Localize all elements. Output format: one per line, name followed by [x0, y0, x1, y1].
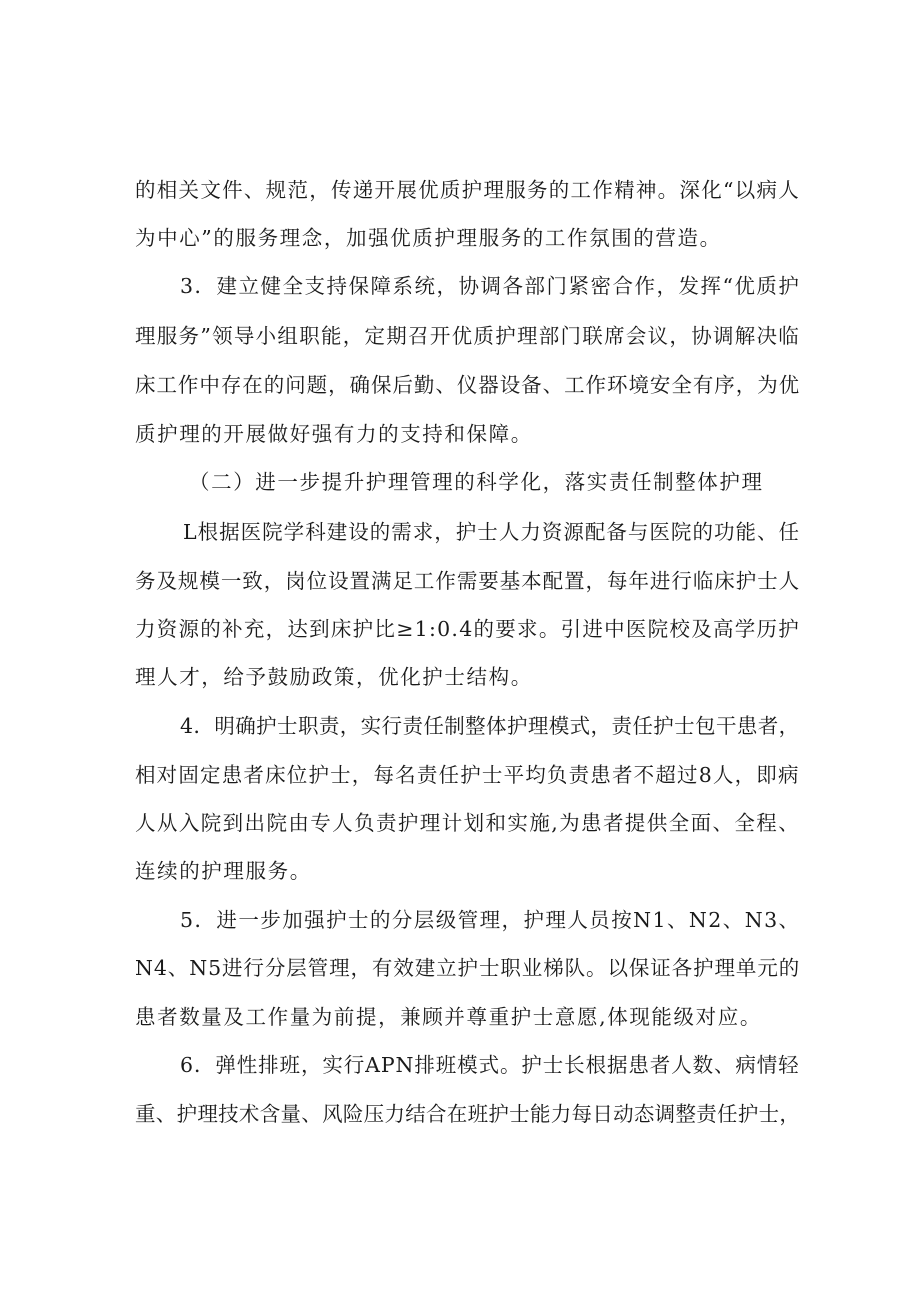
text-line: 力资源的补充，达到床护比≥1:0.4的要求。引进中医院校及高学历护	[135, 617, 801, 641]
text-line: 相对固定患者床位护士，每名责任护士平均负责患者不超过8人，即病	[135, 763, 800, 787]
text-line: 务及规模一致，岗位设置满足工作需要基本配置，每年进行临床护士人	[135, 569, 801, 593]
text-line: N4、N5进行分层管理，有效建立护士职业梯队。以保证各护理单元的	[135, 956, 801, 980]
text-line: 患者数量及工作量为前提，兼顾并尊重护士意愿,体现能级对应。	[135, 1005, 762, 1029]
text-line: 3．建立健全支持保障系统，协调各部门紧密合作，发挥“优质护	[180, 274, 801, 298]
text-line: 床工作中存在的问题，确保后勤、仪器设备、工作环境安全有序，为优	[135, 373, 801, 397]
section-heading: （二）进一步提升护理管理的科学化，落实责任制整体护理	[189, 470, 764, 494]
text-line: 人从入院到出院由专人负责护理计划和实施,为患者提供全面、全程、	[135, 811, 801, 835]
text-line: 4．明确护士职责，实行责任制整体护理模式，责任护士包干患者，	[180, 714, 800, 738]
text-line: 连续的护理服务。	[135, 859, 312, 883]
text-line: 6．弹性排班，实行APN排班模式。护士长根据患者人数、病情轻	[180, 1053, 800, 1077]
text-line: 质护理的开展做好强有力的支持和保障。	[135, 422, 533, 446]
text-line: 5．进一步加强护士的分层级管理，护理人员按N1、N2、N3、	[180, 908, 801, 932]
text-line: 理服务”领导小组职能，定期召开优质护理部门联席会议，协调解决临	[135, 324, 801, 348]
text-line: 理人才，给予鼓励政策，优化护士结构。	[135, 665, 533, 689]
text-line: 为中心”的服务理念，加强优质护理服务的工作氛围的营造。	[135, 226, 722, 250]
text-line: 重、护理技术含量、风险压力结合在班护士能力每日动态调整责任护士，	[135, 1102, 801, 1126]
text-line: 的相关文件、规范，传递开展优质护理服务的工作精神。深化“以病人	[135, 178, 801, 202]
text-line: L根据医院学科建设的需求，护士人力资源配备与医院的功能、任	[183, 520, 801, 544]
